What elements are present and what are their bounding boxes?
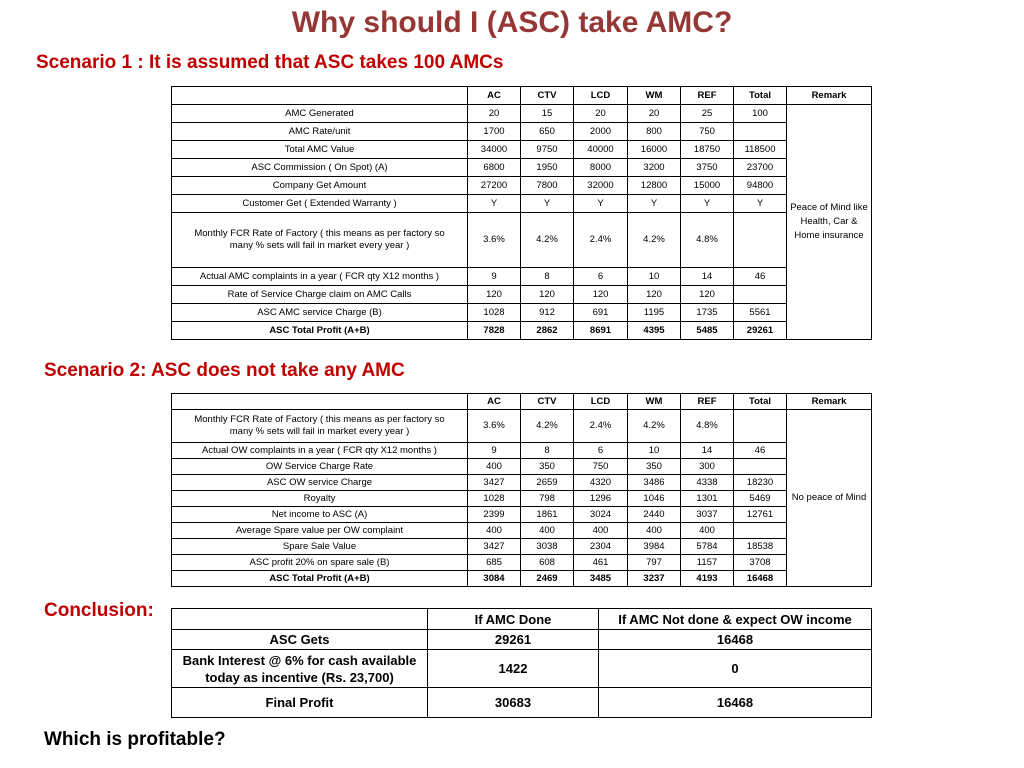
cell: 3024	[574, 507, 628, 523]
cell: 685	[468, 555, 521, 571]
page-title: Why should I (ASC) take AMC?	[291, 6, 733, 39]
row-label: Total AMC Value	[172, 141, 468, 159]
cell: 46	[734, 443, 787, 459]
scenario1-table	[171, 86, 872, 340]
row-label: Monthly FCR Rate of Factory ( this means as per factory so many % sets will fail in market every year )	[172, 213, 468, 268]
cell: 120	[574, 286, 628, 304]
column-header: REF	[681, 394, 734, 410]
cell: 1046	[628, 491, 681, 507]
cell: 8	[521, 443, 574, 459]
cell: 40000	[574, 141, 628, 159]
cell: 4.8%	[681, 213, 734, 268]
column-header: WM	[628, 394, 681, 410]
cell: 3084	[468, 571, 521, 587]
conclusion-table	[171, 608, 872, 718]
cell: 16468	[734, 571, 787, 587]
cell	[734, 410, 787, 443]
cell: 7800	[521, 177, 574, 195]
table-row	[172, 630, 872, 650]
column-header: Remark	[787, 87, 872, 105]
column-header: Total	[734, 87, 787, 105]
cell: 2659	[521, 475, 574, 491]
cell: 4.8%	[681, 410, 734, 443]
cell: 3427	[468, 539, 521, 555]
cell: 691	[574, 304, 628, 322]
table-row	[172, 177, 872, 195]
cell: 3200	[628, 159, 681, 177]
table-row	[172, 475, 872, 491]
cell: 10	[628, 443, 681, 459]
cell: 2862	[521, 322, 574, 340]
header-blank	[172, 609, 428, 630]
cell: 461	[574, 555, 628, 571]
cell: 9750	[521, 141, 574, 159]
column-header: Total	[734, 394, 787, 410]
cell: 23700	[734, 159, 787, 177]
table-row	[172, 213, 872, 268]
cell: Y	[468, 195, 521, 213]
cell: 4338	[681, 475, 734, 491]
cell: 3237	[628, 571, 681, 587]
cell: 8000	[574, 159, 628, 177]
cell: 2399	[468, 507, 521, 523]
cell: 12761	[734, 507, 787, 523]
cell: 1950	[521, 159, 574, 177]
cell: 118500	[734, 141, 787, 159]
cell: 7828	[468, 322, 521, 340]
cell: 12800	[628, 177, 681, 195]
table-row	[172, 443, 872, 459]
cell: 4193	[681, 571, 734, 587]
row-label: Actual AMC complaints in a year ( FCR qty X12 months )	[172, 268, 468, 286]
row-label: Net income to ASC (A)	[172, 507, 468, 523]
cell: 3038	[521, 539, 574, 555]
cell: 15	[521, 105, 574, 123]
cell: 3486	[628, 475, 681, 491]
cell: 4.2%	[628, 410, 681, 443]
cell: 18538	[734, 539, 787, 555]
cell: 650	[521, 123, 574, 141]
cell: 350	[521, 459, 574, 475]
column-header: LCD	[574, 394, 628, 410]
cell	[734, 213, 787, 268]
row-label: ASC profit 20% on spare sale (B)	[172, 555, 468, 571]
cell: 3708	[734, 555, 787, 571]
cell: 400	[574, 523, 628, 539]
cell: 400	[521, 523, 574, 539]
cell: 4395	[628, 322, 681, 340]
cell: 120	[468, 286, 521, 304]
cell: 350	[628, 459, 681, 475]
cell: 6	[574, 268, 628, 286]
cell: 2440	[628, 507, 681, 523]
cell: 16468	[599, 688, 872, 718]
cell: 2304	[574, 539, 628, 555]
column-header: LCD	[574, 87, 628, 105]
row-label: AMC Generated	[172, 105, 468, 123]
cell: 1195	[628, 304, 681, 322]
cell: 1700	[468, 123, 521, 141]
row-label: Bank Interest @ 6% for cash available today as incentive (Rs. 23,700)	[172, 650, 428, 688]
cell: 1422	[428, 650, 599, 688]
cell: 2.4%	[574, 410, 628, 443]
cell: 10	[628, 268, 681, 286]
cell: 16000	[628, 141, 681, 159]
row-label: Royalty	[172, 491, 468, 507]
table-row	[172, 322, 872, 340]
column-header: CTV	[521, 87, 574, 105]
cell	[734, 286, 787, 304]
table-row	[172, 268, 872, 286]
cell: 1028	[468, 491, 521, 507]
closing-question: Which is profitable?	[44, 729, 226, 750]
cell: 120	[521, 286, 574, 304]
row-label: ASC Total Profit (A+B)	[172, 571, 468, 587]
cell: 34000	[468, 141, 521, 159]
table-row	[172, 650, 872, 688]
table-row	[172, 459, 872, 475]
table-row	[172, 159, 872, 177]
cell: 32000	[574, 177, 628, 195]
cell: 6800	[468, 159, 521, 177]
cell: 3037	[681, 507, 734, 523]
cell: 20	[628, 105, 681, 123]
cell: 20	[468, 105, 521, 123]
column-header: If AMC Done	[428, 609, 599, 630]
cell: Y	[734, 195, 787, 213]
cell: 912	[521, 304, 574, 322]
cell: 14	[681, 443, 734, 459]
cell: 4.2%	[521, 213, 574, 268]
table-row	[172, 523, 872, 539]
cell: 0	[599, 650, 872, 688]
row-label: Company Get Amount	[172, 177, 468, 195]
table-header-row	[172, 609, 872, 630]
cell: 400	[681, 523, 734, 539]
cell: 18750	[681, 141, 734, 159]
column-header: If AMC Not done & expect OW income	[599, 609, 872, 630]
cell: 29261	[734, 322, 787, 340]
cell: 3485	[574, 571, 628, 587]
cell: 3.6%	[468, 410, 521, 443]
cell: 18230	[734, 475, 787, 491]
cell: 6	[574, 443, 628, 459]
cell: 8691	[574, 322, 628, 340]
table-header-row	[172, 87, 872, 105]
conclusion-heading: Conclusion:	[44, 600, 154, 621]
cell: 3427	[468, 475, 521, 491]
row-label: ASC Total Profit (A+B)	[172, 322, 468, 340]
cell: 5469	[734, 491, 787, 507]
cell: Y	[574, 195, 628, 213]
remark-cell: Peace of Mind like Health, Car & Home insurance	[787, 105, 872, 340]
row-label: Spare Sale Value	[172, 539, 468, 555]
cell: 94800	[734, 177, 787, 195]
cell: 3750	[681, 159, 734, 177]
row-label: Rate of Service Charge claim on AMC Calls	[172, 286, 468, 304]
cell	[734, 123, 787, 141]
cell: 25	[681, 105, 734, 123]
cell: 29261	[428, 630, 599, 650]
cell: 30683	[428, 688, 599, 718]
row-label: Average Spare value per OW complaint	[172, 523, 468, 539]
table-row	[172, 105, 872, 123]
cell: 4.2%	[628, 213, 681, 268]
cell: 400	[468, 459, 521, 475]
cell: 608	[521, 555, 574, 571]
column-header: CTV	[521, 394, 574, 410]
cell: 400	[468, 523, 521, 539]
table-row	[172, 571, 872, 587]
cell: 8	[521, 268, 574, 286]
column-header: AC	[468, 87, 521, 105]
row-label: ASC OW service Charge	[172, 475, 468, 491]
row-label: OW Service Charge Rate	[172, 459, 468, 475]
table-row	[172, 195, 872, 213]
row-label: Actual OW complaints in a year ( FCR qty X12 months )	[172, 443, 468, 459]
row-label: Monthly FCR Rate of Factory ( this means as per factory so many % sets will fail in market every year )	[172, 410, 468, 443]
cell	[734, 523, 787, 539]
cell: 2000	[574, 123, 628, 141]
table-row	[172, 491, 872, 507]
column-header: WM	[628, 87, 681, 105]
table-row	[172, 286, 872, 304]
cell: 800	[628, 123, 681, 141]
cell: 1735	[681, 304, 734, 322]
cell: 3.6%	[468, 213, 521, 268]
row-label: ASC AMC service Charge (B)	[172, 304, 468, 322]
table-row	[172, 507, 872, 523]
row-label: Customer Get ( Extended Warranty )	[172, 195, 468, 213]
scenario2-table	[171, 393, 872, 587]
cell: Y	[681, 195, 734, 213]
table-row	[172, 555, 872, 571]
scenario2-heading: Scenario 2: ASC does not take any AMC	[44, 360, 405, 381]
cell: 1861	[521, 507, 574, 523]
cell: 1296	[574, 491, 628, 507]
cell: 4.2%	[521, 410, 574, 443]
cell: 16468	[599, 630, 872, 650]
row-label: ASC Commission ( On Spot) (A)	[172, 159, 468, 177]
cell: 3984	[628, 539, 681, 555]
cell: 20	[574, 105, 628, 123]
cell: 750	[574, 459, 628, 475]
cell: 9	[468, 268, 521, 286]
table-row	[172, 539, 872, 555]
table-row	[172, 410, 872, 443]
remark-cell: No peace of Mind	[787, 410, 872, 587]
cell: 1028	[468, 304, 521, 322]
cell: 400	[628, 523, 681, 539]
column-header: Remark	[787, 394, 872, 410]
row-label: ASC Gets	[172, 630, 428, 650]
header-blank	[172, 394, 468, 410]
cell: 9	[468, 443, 521, 459]
cell: 4320	[574, 475, 628, 491]
cell: 300	[681, 459, 734, 475]
cell: Y	[628, 195, 681, 213]
header-blank	[172, 87, 468, 105]
cell: 14	[681, 268, 734, 286]
cell: 27200	[468, 177, 521, 195]
cell: 5561	[734, 304, 787, 322]
cell: 5485	[681, 322, 734, 340]
cell: 1301	[681, 491, 734, 507]
table-header-row	[172, 394, 872, 410]
cell: 2.4%	[574, 213, 628, 268]
cell: 1157	[681, 555, 734, 571]
table-row	[172, 123, 872, 141]
scenario1-heading: Scenario 1 : It is assumed that ASC takes 100 AMCs	[36, 52, 504, 73]
cell: 798	[521, 491, 574, 507]
table-row	[172, 304, 872, 322]
row-label: AMC Rate/unit	[172, 123, 468, 141]
table-row	[172, 688, 872, 718]
row-label: Final Profit	[172, 688, 428, 718]
cell: 5784	[681, 539, 734, 555]
cell: 46	[734, 268, 787, 286]
cell: 15000	[681, 177, 734, 195]
cell: 750	[681, 123, 734, 141]
cell: 120	[628, 286, 681, 304]
cell: Y	[521, 195, 574, 213]
cell: 2469	[521, 571, 574, 587]
table-row	[172, 141, 872, 159]
cell: 120	[681, 286, 734, 304]
cell: 797	[628, 555, 681, 571]
cell: 100	[734, 105, 787, 123]
column-header: REF	[681, 87, 734, 105]
cell	[734, 459, 787, 475]
column-header: AC	[468, 394, 521, 410]
